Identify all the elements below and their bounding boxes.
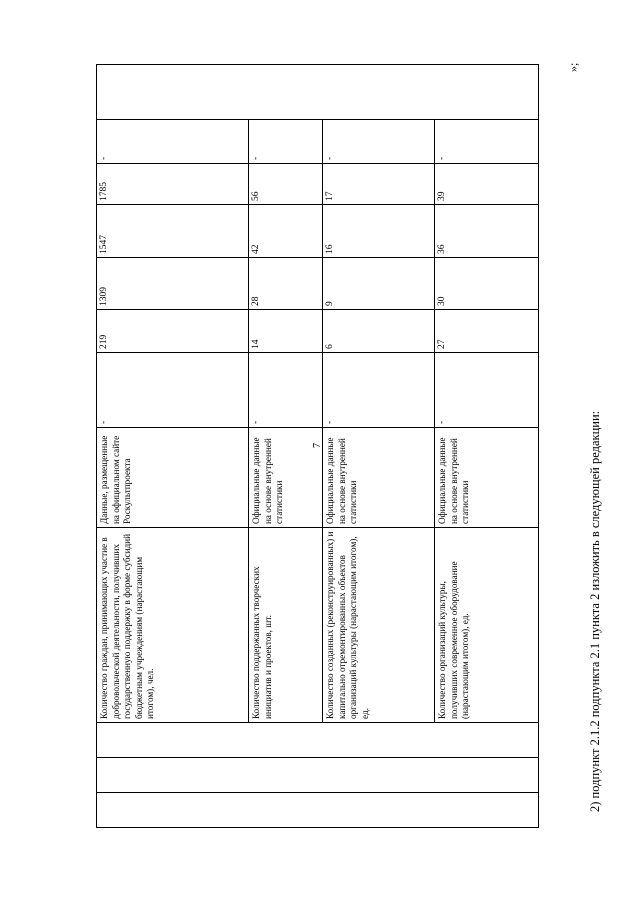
table-cell-value: - [97, 120, 249, 164]
table-cell-value: 39 [435, 164, 539, 205]
table-row [435, 65, 539, 828]
table-cell-value: 42 [249, 205, 323, 258]
table-cell-empty [97, 793, 539, 828]
table-cell-value: 14 [249, 310, 323, 353]
table-cell-value: 36 [435, 205, 539, 258]
table-cell-value: 56 [249, 164, 323, 205]
page-number: 7 [312, 443, 323, 448]
closing-quote: »; [566, 62, 580, 72]
table-cell-value: 219 [97, 310, 249, 353]
table-cell-source: Данные, размещенные на официальном сайте Роскультпроекта [97, 428, 249, 528]
table-row [97, 65, 249, 828]
table-cell-value: 1547 [97, 205, 249, 258]
table-cell-value: - [435, 353, 539, 428]
table-cell-value: 6 [323, 310, 435, 353]
table-cell-value: - [249, 120, 323, 164]
table-cell-empty [97, 758, 539, 793]
table-cell-value: 1309 [97, 258, 249, 310]
table-cell-source: Официальные данные на основе внутренней статистики [435, 428, 539, 528]
table-cell-empty [97, 65, 539, 120]
table-cell-value: - [249, 353, 323, 428]
table-cell-empty [97, 723, 539, 758]
indicators-table [96, 64, 539, 828]
table-cell-indicator: Количество граждан, принимающих участие в добровольческой деятельности, получивших государственную поддержку в форме субсидий бюджетным учреждениям (нарастающим итогом), чел. [97, 528, 249, 723]
table-cell-value: - [97, 353, 249, 428]
table-cell-indicator: Количество поддержанных творческих инициатив и проектов, шт. [249, 528, 323, 723]
amendment-text: 2) подпункт 2.1.2 подпункта 2.1 пункта 2 изложить в следующей редакции: [588, 410, 602, 812]
table-cell-value: 28 [249, 258, 323, 310]
table-cell-source: Официальные данные на основе внутренней статистики [249, 428, 323, 528]
table-row [249, 65, 323, 828]
table-cell-indicator: Количество созданных (реконструированных) и капитально отремонтированных объектов организаций культуры (нарастающим итогом), ед. [323, 528, 435, 723]
table-cell-source: Официальные данные на основе внутренней статистики [323, 428, 435, 528]
table-cell-value: - [323, 120, 435, 164]
table-cell-value: - [323, 353, 435, 428]
table-cell-value: 27 [435, 310, 539, 353]
table-cell-value: 1785 [97, 164, 249, 205]
table-cell-value: - [435, 120, 539, 164]
rotated-page-content [96, 58, 580, 828]
table-cell-value: 16 [323, 205, 435, 258]
table-cell-value: 30 [435, 258, 539, 310]
table-cell-value: 9 [323, 258, 435, 310]
table-row [323, 65, 435, 828]
table-cell-indicator: Количество организаций культуры, получивших современное оборудование (нарастающим итогом), ед. [435, 528, 539, 723]
table-cell-value: 17 [323, 164, 435, 205]
